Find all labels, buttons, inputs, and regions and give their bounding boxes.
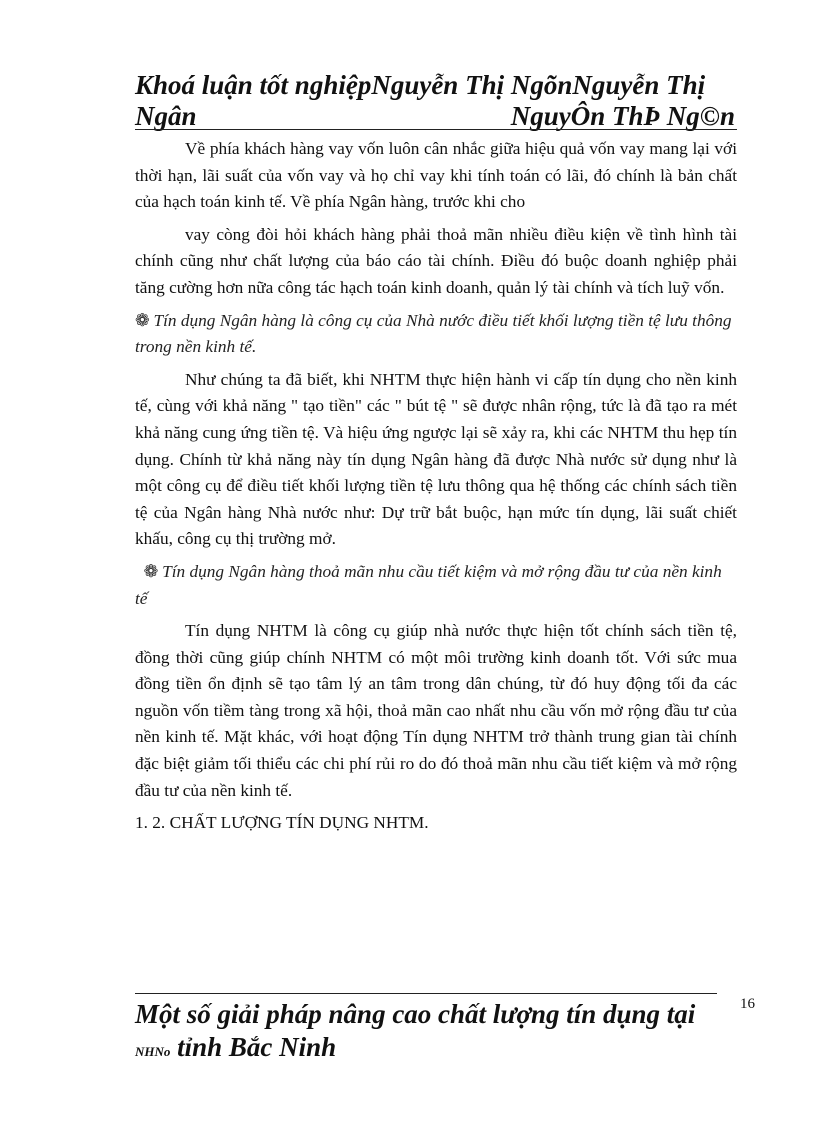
page-number: 16 — [740, 996, 755, 1012]
header-title-line1: Khoá luận tốt nghiệpNguyễn Thị NgõnNguyễn Thị — [135, 70, 706, 100]
bullet-savings-investment — [135, 559, 737, 612]
section-heading: 1. 2. CHẤT LƯỢNG TÍN DỤNG NHTM. — [135, 813, 429, 833]
bullet-text: Tín dụng Ngân hàng thoả mãn nhu cầu tiết kiệm và mở rộng đầu tư của nền kinh tế — [135, 561, 722, 608]
footer-bank-abbrev: NHNo — [135, 1044, 171, 1059]
footer-divider — [135, 993, 717, 994]
header-divider — [135, 129, 737, 130]
header-author-first: Ngân — [135, 101, 197, 131]
bullet-text: Tín dụng Ngân hàng là công cụ của Nhà nước điều tiết khối lượng tiền tệ lưu thông trong nền kinh tế. — [135, 310, 732, 357]
paragraph-loan-conditions: vay còng đòi hỏi khách hàng phải thoả mãn nhiều điều kiện về tình hình tài chính cũng như chất lượng của báo cáo tài chính. Điều đó buộc doanh nghiệp phải tăng cường hơn nữa công tác hạch toán kinh doanh, quản lý tài chính và tích luỹ vốn. — [135, 224, 737, 297]
document-body — [135, 136, 737, 837]
bullet-monetary-tool — [135, 308, 737, 361]
page-header — [135, 70, 735, 132]
paragraph-customer-side: Về phía khách hàng vay vốn luôn cân nhắc giữa hiệu quả vốn vay mang lại với thời hạn, lãi suất của vốn vay và họ chỉ vay khi tính toán có lãi, đó chính là bản chất của hạch toán kinh tế. Về phía Ngân hàng, trước khi cho — [135, 139, 737, 212]
flower-bullet-icon: ❁ — [143, 561, 159, 581]
footer-title-line1: Một số giải pháp nâng cao chất lượng tín dụng tại — [135, 999, 696, 1029]
page-footer — [135, 998, 715, 1068]
footer-province: tỉnh Bắc Ninh — [170, 1032, 337, 1062]
paragraph-money-creation: Như chúng ta đã biết, khi NHTM thực hiện hành vi cấp tín dụng cho nền kinh tế, cùng với khả năng " tạo tiền" các " bút tệ " sẽ được nhân rộng, tức là đã tạo ra mét khả năng cung ứng tiền tệ. Và hiệu ứng ngược lại sẽ xảy ra, khi các NHTM thu hẹp tín dụng. Chính từ khả năng này tín dụng Ngân hàng đã được Nhà nước sử dụng như là một công cụ để điều tiết khối lượng tiền tệ lưu thông qua hệ thống các chính sách tiền tệ của Ngân hàng Nhà nước như: Dự trữ bắt buộc, hạn mức tín dụng, lãi suất chiết khấu, công cụ thị trường mở. — [135, 369, 737, 549]
footer-title-line2 — [135, 1031, 715, 1068]
paragraph-nhtm-role: Tín dụng NHTM là công cụ giúp nhà nước thực hiện tốt chính sách tiền tệ, đồng thời cũng giúp chính NHTM có một môi trường kinh doanh tốt. Với sức mua đồng tiền ổn định sẽ tạo tâm lý an tâm trong dân chúng, từ đó huy động tối đa các nguồn vốn tiềm tàng trong xã hội, thoả mãn cao nhất nhu cầu vốn mở rộng đầu tư của nền kinh tế. Mặt khác, với hoạt động Tín dụng NHTM trở thành trung gian tài chính đặc biệt giảm tối thiểu các chi phí rủi ro do đó thoả mãn nhu cầu tiết kiệm và mở rộng đầu tư của nền kinh tế. — [135, 621, 737, 800]
header-title-line2 — [135, 101, 735, 132]
header-author-garbled: NguyÔn ThÞ Ng©n — [510, 101, 735, 131]
flower-bullet-icon: ❁ — [135, 310, 150, 330]
